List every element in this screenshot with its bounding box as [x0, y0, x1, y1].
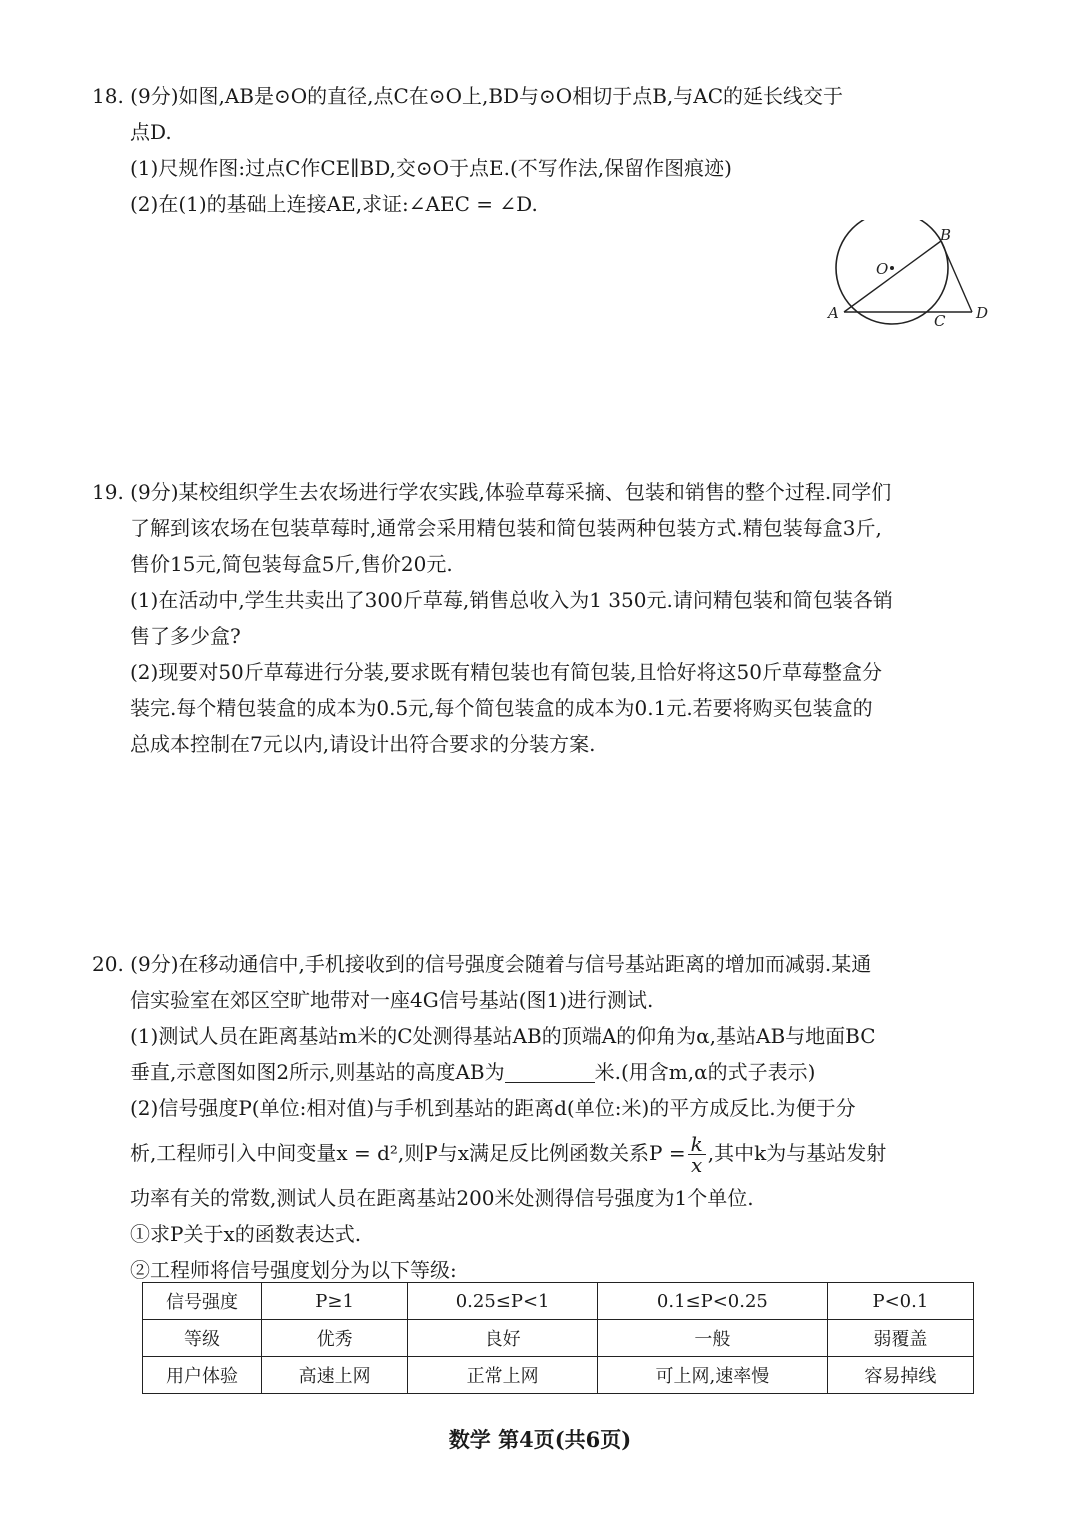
q19-line: 19. (9分)某校组织学生去农场进行学农实践,体验草莓采摘、包装和销售的整个过程.同学们: [92, 480, 892, 504]
label-b: B: [940, 226, 952, 244]
q20-text: 析,工程师引入中间变量x = d²,则P与x满足反比例函数关系P =: [130, 1141, 686, 1165]
diameter-ab: [844, 241, 941, 312]
table-cell: 用户体验: [143, 1357, 262, 1394]
q18-line: 18. (9分)如图,AB是⊙O的直径,点C在⊙O上,BD与⊙O相切于点B,与AC的延长线交于: [92, 84, 844, 108]
question-18: [92, 78, 992, 222]
q18-part-1: (1)尺规作图:过点C作CE∥BD,交⊙O于点E.(不写作法,保留作图痕迹): [130, 156, 732, 180]
table-cell: 0.1≤P<0.25: [598, 1283, 828, 1320]
table-cell: 可上网,速率慢: [598, 1357, 828, 1394]
q20-part-2: (2)信号强度P(单位:相对值)与手机到基站的距离d(单位:米)的平方成反比.为便于分: [130, 1096, 856, 1120]
table-cell: 良好: [408, 1320, 598, 1357]
label-c: C: [934, 312, 946, 330]
table-cell: 优秀: [262, 1320, 408, 1357]
q18-line: 点D.: [130, 120, 172, 144]
circle-o: [836, 220, 948, 324]
q18-part-2: (2)在(1)的基础上连接AE,求证:∠AEC = ∠D.: [130, 192, 538, 216]
fraction-k-over-x: [688, 1134, 706, 1175]
label-a: A: [828, 304, 839, 322]
q20-subpart-2: ②工程师将信号强度划分为以下等级:: [130, 1258, 457, 1282]
table-cell: 弱覆盖: [827, 1320, 973, 1357]
table-cell: 一般: [598, 1320, 828, 1357]
question-20: [92, 946, 992, 1288]
signal-level-table: [142, 1282, 974, 1394]
q19-line: 了解到该农场在包装草莓时,通常会采用精包装和简包装两种包装方式.精包装每盒3斤,: [130, 516, 882, 540]
table-row: [143, 1357, 974, 1394]
q20-line: [92, 1054, 992, 1090]
table-cell: 等级: [143, 1320, 262, 1357]
q20-line: 信实验室在郊区空旷地带对一座4G信号基站(图1)进行测试.: [130, 988, 654, 1012]
q20-line: 功率有关的常数,测试人员在距离基站200米处测得信号强度为1个单位.: [130, 1186, 754, 1210]
q19-part-2: (2)现要对50斤草莓进行分装,要求既有精包装也有简包装,且恰好将这50斤草莓整盒分: [130, 660, 882, 684]
circle-tangent-figure: [820, 220, 1000, 330]
q19-line: 售了多少盒?: [130, 624, 241, 648]
center-point: [890, 266, 894, 270]
page-footer: 数学 第4页(共6页): [448, 1427, 632, 1452]
table-cell: P<0.1: [827, 1283, 973, 1320]
fraction-denominator: x: [691, 1153, 703, 1177]
q20-part-1: (1)测试人员在距离基站m米的C处测得基站AB的顶端A的仰角为α,基站AB与地面BC: [130, 1024, 876, 1048]
table-cell: 信号强度: [143, 1283, 262, 1320]
q19-line: 售价15元,简包装每盒5斤,售价20元.: [130, 552, 453, 576]
fraction-numerator: k: [688, 1134, 706, 1155]
q20-subpart-1: ①求P关于x的函数表达式.: [130, 1222, 362, 1246]
table-cell: 正常上网: [408, 1357, 598, 1394]
table-row: [143, 1320, 974, 1357]
table-cell: 高速上网: [262, 1357, 408, 1394]
q19-line: 装完.每个精包装盒的成本为0.5元,每个简包装盒的成本为0.1元.若要将购买包装盒的: [130, 696, 873, 720]
label-o: O: [876, 260, 889, 278]
table-cell: 0.25≤P<1: [408, 1283, 598, 1320]
q19-line: 总成本控制在7元以内,请设计出符合要求的分装方案.: [130, 732, 596, 756]
q20-text: 米.(用含m,α的式子表示): [594, 1060, 816, 1084]
table-cell: P≥1: [262, 1283, 408, 1320]
answer-blank[interactable]: [505, 1060, 595, 1083]
q19-part-1: (1)在活动中,学生共卖出了300斤草莓,销售总收入为1 350元.请问精包装和简包装各销: [130, 588, 893, 612]
question-19: [92, 474, 992, 762]
tangent-bd: [941, 241, 972, 312]
q20-line: 20. (9分)在移动通信中,手机接收到的信号强度会随着与信号基站距离的增加而减弱.某通: [92, 952, 872, 976]
label-d: D: [976, 304, 989, 322]
table-row: [143, 1283, 974, 1320]
q20-text: 垂直,示意图如图2所示,则基站的高度AB为: [130, 1060, 505, 1084]
table-cell: 容易掉线: [827, 1357, 973, 1394]
q20-line: [92, 1126, 992, 1180]
q20-text: ,其中k为与基站发射: [707, 1141, 887, 1165]
